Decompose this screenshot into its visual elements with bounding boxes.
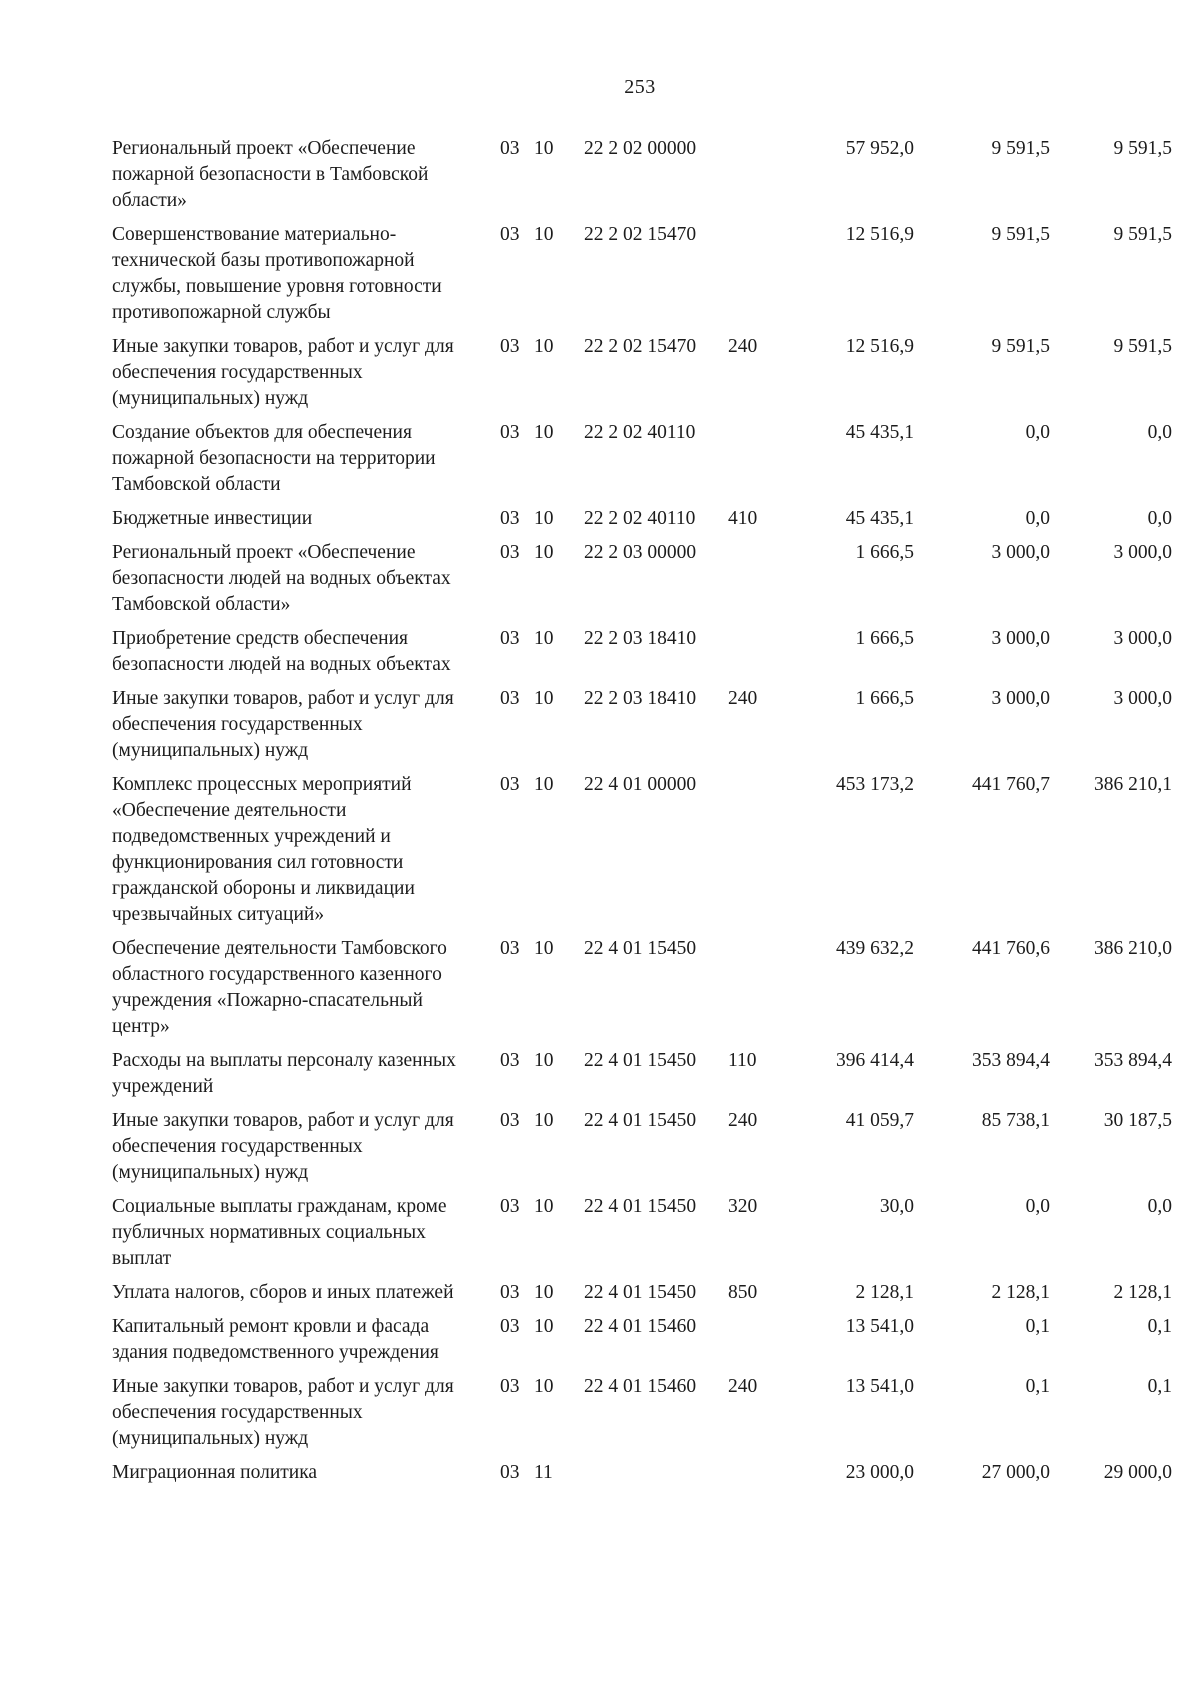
row-name-cell: Социальные выплаты гражданам, кроме публичных нормативных социальных выплат xyxy=(112,1196,447,1269)
expense-type-cell: 410 xyxy=(728,508,758,529)
target-article-cell: 22 2 03 18410 xyxy=(584,688,697,709)
subsection-code-cell: 10 xyxy=(534,1196,554,1217)
subsection-code-cell: 10 xyxy=(534,336,554,357)
section-code-cell: 03 xyxy=(500,1282,520,1303)
section-code-cell: 03 xyxy=(500,422,520,443)
row-name-cell: Региональный проект «Обеспечение пожарной безопасности в Тамбовской области» xyxy=(112,138,429,211)
amount-year2-cell: 0,0 xyxy=(1025,422,1050,443)
row-name-cell: Совершенствование материально-технической базы противопожарной службы, повышение уровня готовности противопожарной службы xyxy=(112,224,442,323)
amount-year3-cell: 3 000,0 xyxy=(1113,628,1172,649)
amount-year1-cell: 13 541,0 xyxy=(845,1376,914,1397)
amount-year2-cell: 27 000,0 xyxy=(981,1462,1050,1483)
section-code-cell: 03 xyxy=(500,508,520,529)
target-article-cell: 22 4 01 15450 xyxy=(584,1050,697,1071)
section-code-cell: 03 xyxy=(500,1110,520,1131)
amount-year1-cell: 1 666,5 xyxy=(855,688,914,709)
subsection-code-cell: 10 xyxy=(534,138,554,159)
amount-year1-cell: 13 541,0 xyxy=(845,1316,914,1337)
table-row xyxy=(112,1460,1172,1486)
amount-year3-cell: 386 210,0 xyxy=(1094,938,1172,959)
table-row xyxy=(112,136,1172,214)
row-name-cell: Иные закупки товаров, работ и услуг для обеспечения государственных (муниципальных) нужд xyxy=(112,688,454,761)
table-row xyxy=(112,1314,1172,1366)
subsection-code-cell: 10 xyxy=(534,1110,554,1131)
amount-year1-cell: 12 516,9 xyxy=(845,336,914,357)
amount-year3-cell: 9 591,5 xyxy=(1113,336,1172,357)
subsection-code-cell: 10 xyxy=(534,1050,554,1071)
table-row xyxy=(112,540,1172,618)
section-code-cell: 03 xyxy=(500,938,520,959)
amount-year1-cell: 2 128,1 xyxy=(855,1282,914,1303)
amount-year1-cell: 23 000,0 xyxy=(845,1462,914,1483)
target-article-cell: 22 4 01 15450 xyxy=(584,1282,697,1303)
table-row xyxy=(112,1194,1172,1272)
target-article-cell: 22 2 02 15470 xyxy=(584,336,697,357)
subsection-code-cell: 10 xyxy=(534,688,554,709)
row-name-cell: Расходы на выплаты персоналу казенных учреждений xyxy=(112,1050,456,1097)
section-code-cell: 03 xyxy=(500,1462,520,1483)
row-name-cell: Капитальный ремонт кровли и фасада здания подведомственного учреждения xyxy=(112,1316,439,1363)
section-code-cell: 03 xyxy=(500,1316,520,1337)
row-name-cell: Миграционная политика xyxy=(112,1462,318,1483)
amount-year1-cell: 396 414,4 xyxy=(836,1050,914,1071)
table-row xyxy=(112,1048,1172,1100)
expense-type-cell: 240 xyxy=(728,1376,758,1397)
table-row xyxy=(112,686,1172,764)
section-code-cell: 03 xyxy=(500,542,520,563)
amount-year3-cell: 0,0 xyxy=(1147,422,1172,443)
amount-year1-cell: 45 435,1 xyxy=(845,422,914,443)
amount-year1-cell: 439 632,2 xyxy=(836,938,914,959)
expense-type-cell: 320 xyxy=(728,1196,758,1217)
amount-year2-cell: 441 760,6 xyxy=(972,938,1050,959)
table-row xyxy=(112,1280,1172,1306)
amount-year1-cell: 57 952,0 xyxy=(845,138,914,159)
row-name-cell: Бюджетные инвестиции xyxy=(112,508,313,529)
amount-year3-cell: 0,1 xyxy=(1147,1316,1172,1337)
amount-year2-cell: 353 894,4 xyxy=(972,1050,1050,1071)
subsection-code-cell: 10 xyxy=(534,1376,554,1397)
subsection-code-cell: 10 xyxy=(534,774,554,795)
target-article-cell: 22 2 02 40110 xyxy=(584,508,696,529)
amount-year3-cell: 2 128,1 xyxy=(1113,1282,1172,1303)
subsection-code-cell: 10 xyxy=(534,628,554,649)
amount-year3-cell: 0,0 xyxy=(1147,508,1172,529)
row-name-cell: Уплата налогов, сборов и иных платежей xyxy=(112,1282,454,1303)
expense-type-cell: 850 xyxy=(728,1282,758,1303)
target-article-cell: 22 2 02 40110 xyxy=(584,422,696,443)
row-name-cell: Иные закупки товаров, работ и услуг для обеспечения государственных (муниципальных) нужд xyxy=(112,1376,454,1449)
section-code-cell: 03 xyxy=(500,628,520,649)
amount-year1-cell: 1 666,5 xyxy=(855,542,914,563)
page-number: 253 xyxy=(624,76,656,98)
amount-year2-cell: 9 591,5 xyxy=(991,224,1050,245)
row-name-cell: Создание объектов для обеспечения пожарной безопасности на территории Тамбовской области xyxy=(112,422,436,495)
amount-year3-cell: 353 894,4 xyxy=(1094,1050,1172,1071)
section-code-cell: 03 xyxy=(500,1376,520,1397)
expense-type-cell: 110 xyxy=(728,1050,757,1071)
subsection-code-cell: 10 xyxy=(534,542,554,563)
amount-year2-cell: 2 128,1 xyxy=(991,1282,1050,1303)
row-name-cell: Иные закупки товаров, работ и услуг для обеспечения государственных (муниципальных) нужд xyxy=(112,1110,454,1183)
target-article-cell: 22 2 02 15470 xyxy=(584,224,697,245)
amount-year2-cell: 441 760,7 xyxy=(972,774,1050,795)
amount-year3-cell: 9 591,5 xyxy=(1113,224,1172,245)
budget-table xyxy=(112,136,1172,1494)
amount-year1-cell: 30,0 xyxy=(879,1196,914,1217)
subsection-code-cell: 10 xyxy=(534,1316,554,1337)
amount-year3-cell: 30 187,5 xyxy=(1103,1110,1172,1131)
amount-year2-cell: 3 000,0 xyxy=(991,628,1050,649)
row-name-cell: Комплекс процессных мероприятий «Обеспечение деятельности подведомственных учреждений и функционирования сил готовности гражданской обороны и ликвидации чрезвычайных ситуаций» xyxy=(112,774,415,925)
amount-year1-cell: 1 666,5 xyxy=(855,628,914,649)
subsection-code-cell: 10 xyxy=(534,508,554,529)
target-article-cell: 22 4 01 15460 xyxy=(584,1376,697,1397)
subsection-code-cell: 10 xyxy=(534,422,554,443)
section-code-cell: 03 xyxy=(500,774,520,795)
expense-type-cell: 240 xyxy=(728,336,758,357)
target-article-cell: 22 4 01 00000 xyxy=(584,774,697,795)
table-row xyxy=(112,506,1172,532)
target-article-cell: 22 4 01 15450 xyxy=(584,1110,697,1131)
amount-year2-cell: 85 738,1 xyxy=(981,1110,1050,1131)
amount-year2-cell: 3 000,0 xyxy=(991,688,1050,709)
subsection-code-cell: 11 xyxy=(534,1462,553,1483)
section-code-cell: 03 xyxy=(500,224,520,245)
target-article-cell: 22 4 01 15450 xyxy=(584,1196,697,1217)
amount-year1-cell: 12 516,9 xyxy=(845,224,914,245)
amount-year3-cell: 29 000,0 xyxy=(1103,1462,1172,1483)
amount-year2-cell: 0,0 xyxy=(1025,508,1050,529)
amount-year1-cell: 45 435,1 xyxy=(845,508,914,529)
target-article-cell: 22 2 02 00000 xyxy=(584,138,697,159)
amount-year2-cell: 9 591,5 xyxy=(991,336,1050,357)
table-row xyxy=(112,936,1172,1040)
target-article-cell: 22 4 01 15460 xyxy=(584,1316,697,1337)
table-row xyxy=(112,772,1172,928)
row-name-cell: Обеспечение деятельности Тамбовского областного государственного казенного учреждения «Пожарно-спасательный центр» xyxy=(112,938,447,1037)
amount-year3-cell: 0,0 xyxy=(1147,1196,1172,1217)
subsection-code-cell: 10 xyxy=(534,1282,554,1303)
subsection-code-cell: 10 xyxy=(534,938,554,959)
table-row xyxy=(112,420,1172,498)
amount-year1-cell: 41 059,7 xyxy=(845,1110,914,1131)
row-name-cell: Иные закупки товаров, работ и услуг для обеспечения государственных (муниципальных) нужд xyxy=(112,336,454,409)
target-article-cell: 22 2 03 18410 xyxy=(584,628,697,649)
expense-type-cell: 240 xyxy=(728,1110,758,1131)
section-code-cell: 03 xyxy=(500,688,520,709)
amount-year2-cell: 9 591,5 xyxy=(991,138,1050,159)
subsection-code-cell: 10 xyxy=(534,224,554,245)
table-row xyxy=(112,222,1172,326)
table-row xyxy=(112,334,1172,412)
amount-year2-cell: 0,0 xyxy=(1025,1196,1050,1217)
table-row xyxy=(112,1374,1172,1452)
section-code-cell: 03 xyxy=(500,1196,520,1217)
expense-type-cell: 240 xyxy=(728,688,758,709)
amount-year2-cell: 0,1 xyxy=(1025,1376,1050,1397)
amount-year3-cell: 3 000,0 xyxy=(1113,542,1172,563)
row-name-cell: Региональный проект «Обеспечение безопасности людей на водных объектах Тамбовской области» xyxy=(112,542,451,615)
amount-year2-cell: 3 000,0 xyxy=(991,542,1050,563)
amount-year1-cell: 453 173,2 xyxy=(836,774,914,795)
table-row xyxy=(112,626,1172,678)
row-name-cell: Приобретение средств обеспечения безопасности людей на водных объектах xyxy=(112,628,451,675)
section-code-cell: 03 xyxy=(500,138,520,159)
amount-year3-cell: 0,1 xyxy=(1147,1376,1172,1397)
section-code-cell: 03 xyxy=(500,1050,520,1071)
amount-year3-cell: 3 000,0 xyxy=(1113,688,1172,709)
target-article-cell: 22 2 03 00000 xyxy=(584,542,697,563)
table-row xyxy=(112,1108,1172,1186)
amount-year3-cell: 386 210,1 xyxy=(1094,774,1172,795)
section-code-cell: 03 xyxy=(500,336,520,357)
amount-year3-cell: 9 591,5 xyxy=(1113,138,1172,159)
target-article-cell: 22 4 01 15450 xyxy=(584,938,697,959)
amount-year2-cell: 0,1 xyxy=(1025,1316,1050,1337)
